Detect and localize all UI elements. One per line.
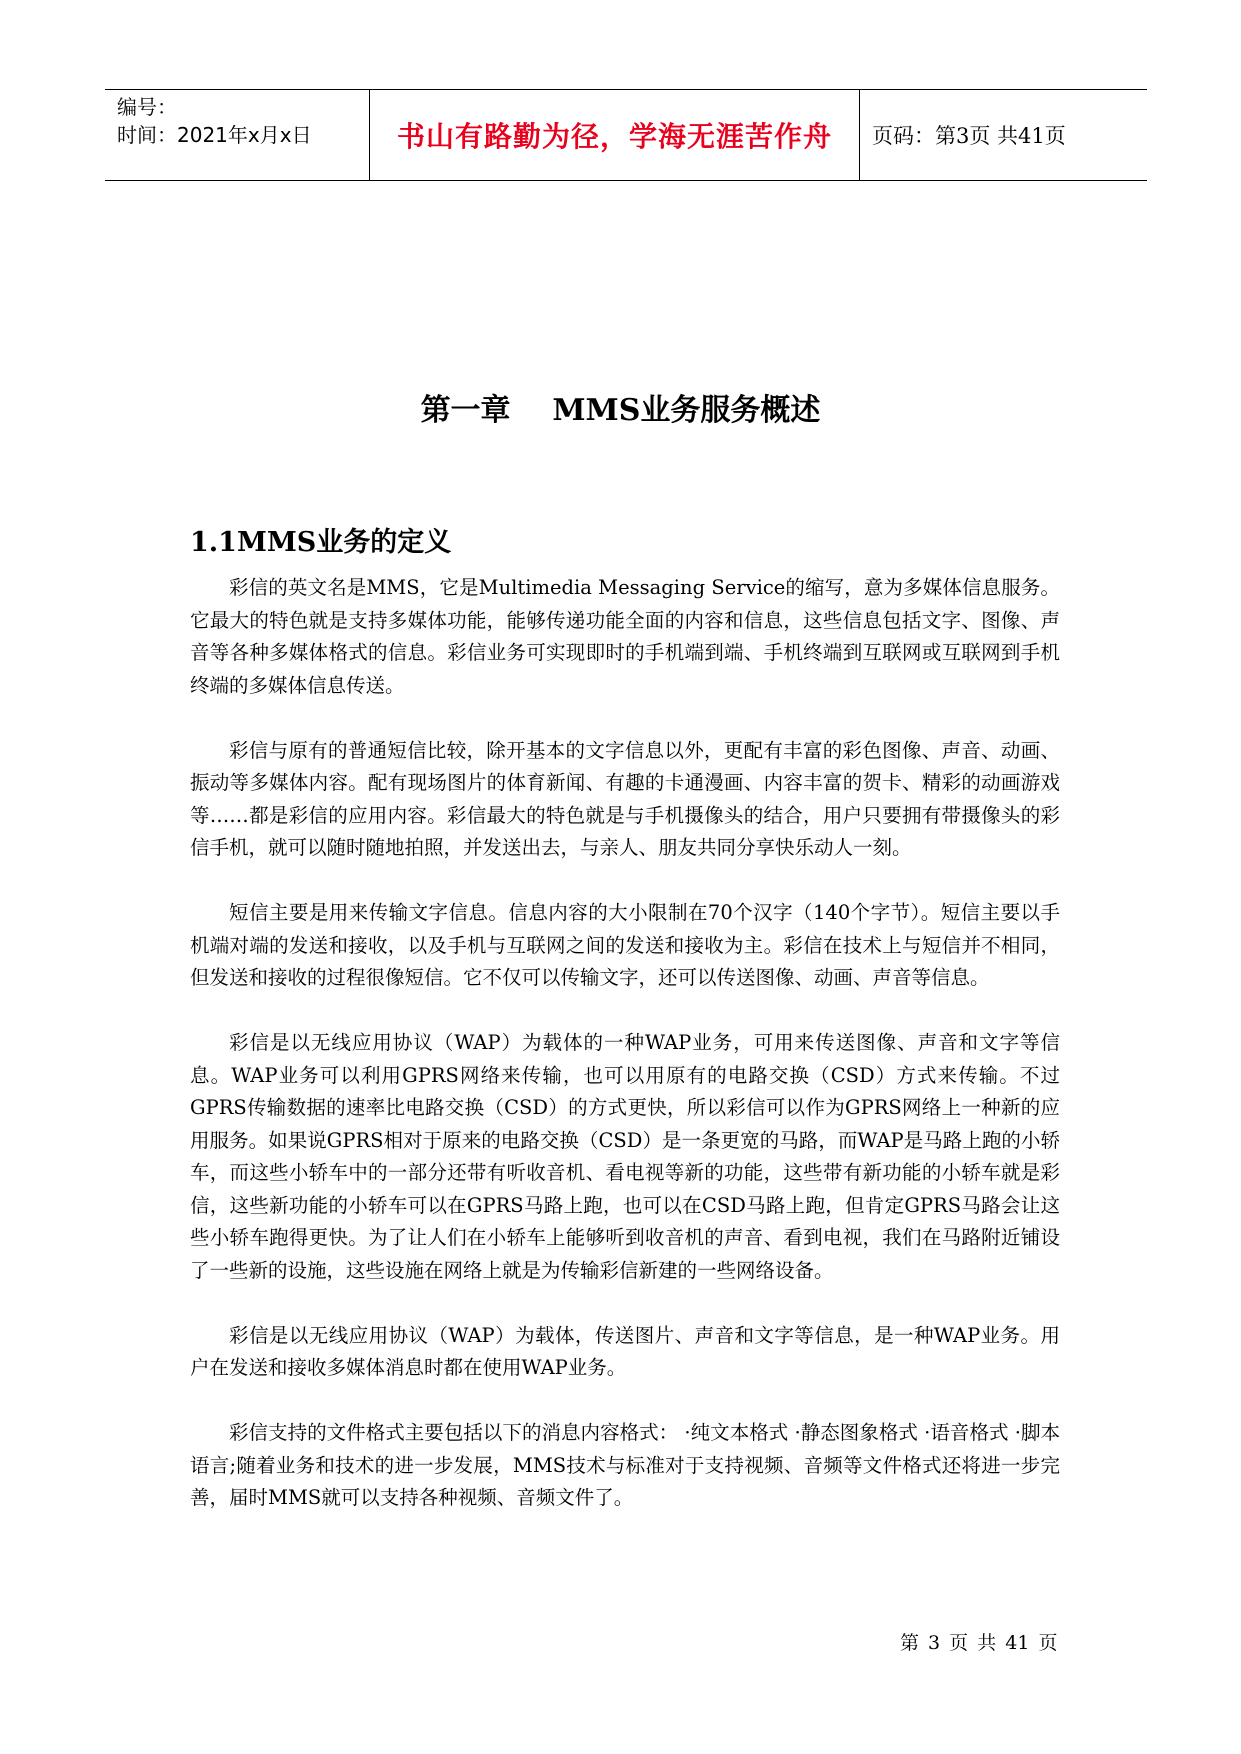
body-text xyxy=(190,572,1060,1547)
document-number: 编号： xyxy=(117,95,177,119)
paragraph: 短信主要是用来传输文字信息。信息内容的大小限制在70个汉字（140个字节）。短信主要以手机端对端的发送和接收，以及手机与互联网之间的发送和接收为主。彩信在技术上与短信并不相同，但发送和接收的过程很像短信。它不仅可以传输文字，还可以传送图像、动画、声音等信息。 xyxy=(190,901,1060,989)
paragraph: 彩信的英文名是MMS，它是Multimedia Messaging Service的缩写，意为多媒体信息服务。它最大的特色就是支持多媒体功能，能够传递功能全面的内容和信息，这些信息包括文字、图像、声音等各种多媒体格式的信息。彩信业务可实现即时的手机端到端、手机终端到互联网或互联网到手机终端的多媒体信息传送。 xyxy=(190,576,1060,697)
page-footer: 第 3 页 共 41 页 xyxy=(900,1632,1058,1654)
document-time: 时间：2021年x月x日 xyxy=(117,123,312,147)
page-header xyxy=(105,89,1147,181)
paragraph: 彩信支持的文件格式主要包括以下的消息内容格式： ·纯文本格式 ·静态图象格式 ·语音格式 ·脚本语言;随着业务和技术的进一步发展，MMS技术与标准对于支持视频、音频等文件格式还将进一步完善，届时MMS就可以支持各种视频、音频文件了。 xyxy=(190,1421,1060,1509)
header-page-number: 页码：第3页 共41页 xyxy=(872,124,1066,148)
paragraph: 彩信是以无线应用协议（WAP）为载体，传送图片、声音和文字等信息，是一种WAP业务。用户在发送和接收多媒体消息时都在使用WAP业务。 xyxy=(190,1323,1060,1379)
header-meta xyxy=(105,90,370,180)
paragraph: 彩信是以无线应用协议（WAP）为载体的一种WAP业务，可用来传送图像、声音和文字等信息。WAP业务可以利用GPRS网络来传输，也可以用原有的电路交换（CSD）方式来传输。不过GPRS传输数据的速率比电路交换（CSD）的方式更快，所以彩信可以作为GPRS网络上一种新的应用服务。如果说GPRS相对于原来的电路交换（CSD）是一条更宽的马路，而WAP是马路上跑的小轿车，而这些小轿车中的一部分还带有听收音机、看电视等新的功能，这些带有新功能的小轿车就是彩信，这些新功能的小轿车可以在GPRS马路上跑，也可以在CSD马路上跑，但肯定GPRS马路会让这些小轿车跑得更快。为了让人们在小轿车上能够听到收音机的声音、看到电视，我们在马路附近铺设了一些新的设施，这些设施在网络上就是为传输彩信新建的一些网络设备。 xyxy=(190,1031,1060,1282)
paragraph: 彩信与原有的普通短信比较，除开基本的文字信息以外，更配有丰富的彩色图像、声音、动画、振动等多媒体内容。配有现场图片的体育新闻、有趣的卡通漫画、内容丰富的贺卡、精彩的动画游戏等……都是彩信的应用内容。彩信最大的特色就是与手机摄像头的结合，用户只要拥有带摄像头的彩信手机，就可以随时随地拍照，并发送出去，与亲人、朋友共同分享快乐动人一刻。 xyxy=(190,738,1060,859)
header-motto: 书山有路勤为径，学海无涯苦作舟 xyxy=(370,90,860,180)
section-title: 1.1MMS业务的定义 xyxy=(190,527,452,558)
chapter-title: 第一章 MMS业务服务概述 xyxy=(420,393,821,428)
